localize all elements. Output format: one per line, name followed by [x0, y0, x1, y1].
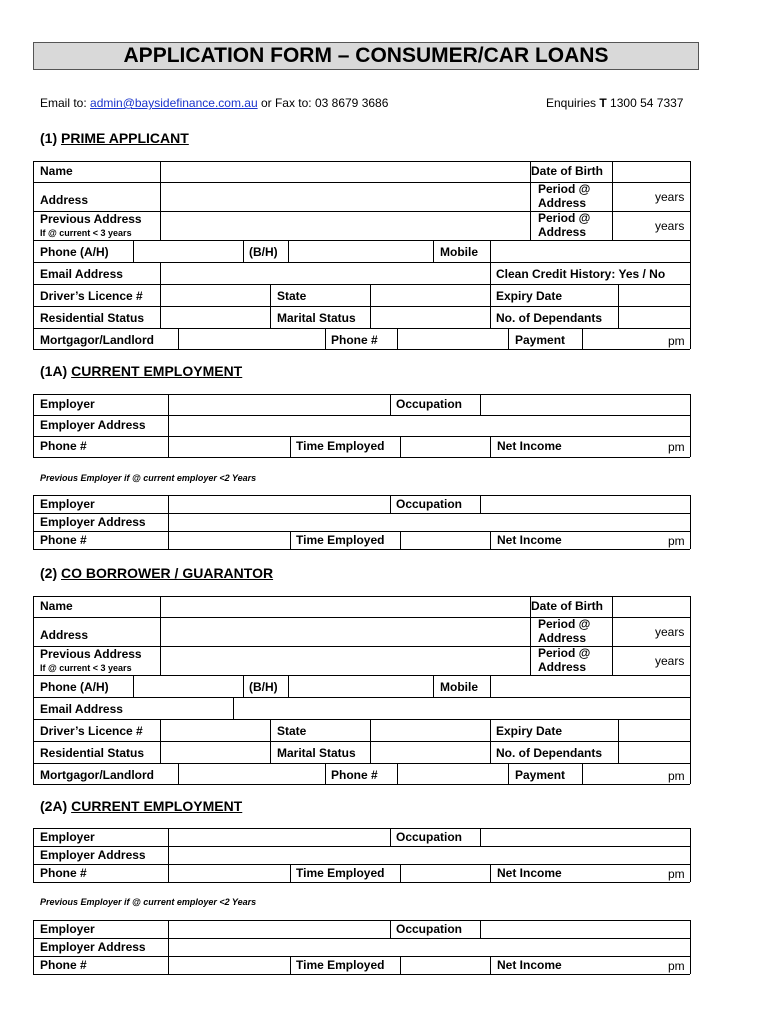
form-rule	[160, 284, 161, 306]
prev-emp2-employer-phone-label: Phone #	[40, 958, 87, 972]
form-rule	[168, 513, 169, 531]
form-rule	[33, 596, 34, 784]
emp1-time-employed-label: Time Employed	[296, 439, 385, 453]
form-rule	[33, 240, 690, 241]
co-marital-status-label: Marital Status	[277, 746, 356, 760]
form-rule	[390, 495, 391, 513]
form-rule	[490, 262, 491, 284]
co-dependants-label: No. of Dependants	[496, 746, 603, 760]
prev-emp1-employer-label: Employer	[40, 497, 95, 511]
co-phone-bh-label: (B/H)	[249, 680, 278, 694]
prev-emp1-employer-phone-label: Phone #	[40, 533, 87, 547]
prime-prev-address-field[interactable]	[162, 213, 528, 238]
form-rule	[33, 394, 34, 457]
form-rule	[168, 846, 169, 864]
form-rule	[618, 719, 619, 741]
prev-emp2-occupation-label: Occupation	[396, 922, 463, 936]
form-rule	[400, 956, 401, 974]
form-rule	[33, 531, 690, 532]
emp2-employer-label: Employer	[40, 830, 95, 844]
form-rule	[490, 284, 491, 306]
prev-emp2-time-employed-field[interactable]	[402, 958, 488, 972]
emp1-employer-address-field[interactable]	[170, 417, 688, 434]
form-rule	[397, 763, 398, 784]
form-rule	[160, 182, 161, 240]
prime-mobile-field[interactable]	[492, 242, 688, 260]
form-rule	[160, 596, 161, 617]
enquiries: Enquiries T 1300 54 7337	[546, 96, 684, 110]
form-rule	[270, 741, 271, 763]
form-rule	[33, 882, 690, 883]
form-rule	[33, 457, 690, 458]
emp2-net-income-field[interactable]	[492, 866, 658, 880]
prime-payment-pm: pm	[668, 334, 685, 348]
form-rule	[397, 328, 398, 349]
form-rule	[370, 719, 371, 741]
emp2-employer-phone-label: Phone #	[40, 866, 87, 880]
section-prime-applicant: (1) PRIME APPLICANT	[40, 130, 189, 146]
form-rule	[33, 596, 690, 597]
form-rule	[690, 828, 691, 882]
prime-dependants-label: No. of Dependants	[496, 311, 603, 325]
prime-mobile-label: Mobile	[440, 245, 478, 259]
emp1-occupation-field[interactable]	[482, 396, 688, 413]
form-rule	[33, 394, 690, 395]
form-rule	[433, 675, 434, 697]
form-rule	[370, 741, 371, 763]
prime-prev-address-label: Previous Address	[40, 212, 142, 226]
form-rule	[490, 240, 491, 262]
prime-prev-address-note: If @ current < 3 years	[40, 228, 132, 238]
prime-phone-ah-label: Phone (A/H)	[40, 245, 109, 259]
prime-name-label: Name	[40, 164, 73, 178]
form-rule	[400, 436, 401, 457]
prime-payment-field[interactable]	[584, 330, 688, 347]
prime-mortgagor-label: Mortgagor/Landlord	[40, 333, 154, 347]
form-rule	[288, 240, 289, 262]
form-rule	[160, 617, 161, 675]
emp2-net-income-label: Net Income	[497, 866, 562, 880]
form-rule	[508, 328, 509, 349]
form-rule	[33, 284, 690, 285]
emp1-net-income-pm: pm	[668, 440, 685, 454]
prime-mortgagor-field[interactable]	[180, 330, 323, 347]
co-prev-period-label: Period @	[538, 646, 591, 660]
form-rule	[612, 161, 613, 182]
co-email-field[interactable]	[235, 699, 688, 717]
form-rule	[490, 719, 491, 741]
form-rule	[490, 956, 491, 974]
prime-email-label: Email Address	[40, 267, 123, 281]
co-name-label: Name	[40, 599, 73, 613]
emp2-employer-field[interactable]	[170, 830, 388, 844]
form-rule	[490, 741, 491, 763]
form-rule	[325, 763, 326, 784]
form-rule	[33, 675, 690, 676]
section-co-borrower: (2) CO BORROWER / GUARANTOR	[40, 565, 274, 581]
prime-period-label-2: Address	[538, 196, 587, 210]
co-payment-pm: pm	[668, 769, 685, 783]
form-rule	[33, 956, 690, 957]
prev-emp1-employer-address-field[interactable]	[170, 515, 688, 529]
form-rule	[33, 328, 690, 329]
prime-drivers-licence-label: Driver’s Licence #	[40, 289, 143, 303]
co-mortgagor-label: Mortgagor/Landlord	[40, 768, 154, 782]
emp2-net-income-pm: pm	[668, 867, 685, 881]
prime-address-label: Address	[40, 193, 89, 207]
form-rule	[160, 719, 161, 741]
prime-clean-credit-label: Clean Credit History: Yes / No	[496, 267, 666, 281]
email-prefix: Email to:	[40, 96, 91, 110]
prime-prev-years-label: years	[655, 219, 685, 233]
form-rule	[290, 864, 291, 882]
form-rule	[160, 161, 161, 182]
prime-phone-ah-field[interactable]	[135, 242, 241, 260]
form-rule	[33, 495, 34, 549]
co-prev-address-label: Previous Address	[40, 647, 142, 661]
emp1-employer-field[interactable]	[170, 396, 388, 413]
prime-state-field[interactable]	[372, 286, 488, 304]
form-rule	[160, 262, 161, 284]
form-rule	[33, 864, 690, 865]
form-rule	[33, 262, 690, 263]
prev-emp2-time-employed-label: Time Employed	[296, 958, 385, 972]
emp2-time-employed-label: Time Employed	[296, 866, 385, 880]
form-rule	[400, 864, 401, 882]
prev-emp2-net-income-field[interactable]	[492, 958, 658, 972]
prime-landlord-phone-field[interactable]	[399, 330, 506, 347]
form-rule	[243, 675, 244, 697]
form-rule	[480, 828, 481, 846]
form-rule	[582, 328, 583, 349]
form-rule	[490, 675, 491, 697]
previous-employer-note-2: Previous Employer if @ current employer <2 Years	[40, 897, 257, 907]
co-drivers-licence-label: Driver’s Licence #	[40, 724, 143, 738]
prev-emp1-net-income-field[interactable]	[492, 533, 658, 547]
contact-line	[40, 96, 388, 110]
prime-residential-status-field[interactable]	[162, 308, 268, 326]
co-residential-status-label: Residential Status	[40, 746, 145, 760]
emp1-net-income-field[interactable]	[492, 438, 658, 455]
form-rule	[168, 864, 169, 882]
form-rule	[33, 846, 690, 847]
co-expiry-date-field[interactable]	[620, 721, 688, 739]
co-period-label: Period @	[538, 617, 591, 631]
co-dependants-field[interactable]	[620, 743, 688, 761]
prime-name-field[interactable]	[162, 163, 528, 180]
form-rule	[168, 495, 169, 513]
form-rule	[33, 495, 690, 496]
prev-emp1-net-income-label: Net Income	[497, 533, 562, 547]
prime-expiry-date-label: Expiry Date	[496, 289, 563, 303]
prime-prev-period-field[interactable]	[614, 213, 688, 238]
prime-period-field[interactable]	[614, 184, 688, 209]
form-rule	[480, 394, 481, 415]
co-name-field[interactable]	[162, 598, 528, 615]
form-rule	[168, 938, 169, 956]
prime-prev-period-label-2: Address	[538, 225, 587, 239]
form-rule	[33, 974, 690, 975]
form-rule	[33, 763, 690, 764]
co-prev-period-label-2: Address	[538, 660, 587, 674]
form-rule	[390, 920, 391, 938]
prev-emp1-employer-phone-field[interactable]	[170, 533, 288, 547]
form-rule	[178, 763, 179, 784]
co-mobile-field[interactable]	[492, 677, 688, 695]
form-rule	[168, 920, 169, 938]
prime-payment-label: Payment	[515, 333, 566, 347]
form-rule	[618, 741, 619, 763]
prime-marital-status-label: Marital Status	[277, 311, 356, 325]
co-period-label-2: Address	[538, 631, 587, 645]
form-rule	[33, 182, 690, 183]
form-rule	[490, 864, 491, 882]
prev-emp2-employer-address-label: Employer Address	[40, 940, 146, 954]
form-rule	[33, 697, 690, 698]
emp1-net-income-label: Net Income	[497, 439, 562, 453]
prime-drivers-licence-field[interactable]	[162, 286, 268, 304]
form-rule	[390, 828, 391, 846]
emp1-employer-phone-label: Phone #	[40, 439, 87, 453]
co-payment-label: Payment	[515, 768, 566, 782]
co-drivers-licence-field[interactable]	[162, 721, 268, 739]
prime-prev-period-label: Period @	[538, 211, 591, 225]
prime-residential-status-label: Residential Status	[40, 311, 145, 325]
form-rule	[490, 436, 491, 457]
form-rule	[290, 531, 291, 549]
email-link[interactable]: admin@baysidefinance.com.au	[90, 96, 258, 110]
form-rule	[480, 495, 481, 513]
prev-emp2-employer-label: Employer	[40, 922, 95, 936]
section-current-employment-1a: (1A) CURRENT EMPLOYMENT	[40, 363, 243, 379]
form-rule	[33, 784, 690, 785]
co-period-field[interactable]	[614, 619, 688, 644]
form-rule	[612, 182, 613, 240]
emp2-employer-phone-field[interactable]	[170, 866, 288, 880]
form-rule	[160, 306, 161, 328]
prev-emp2-net-income-label: Net Income	[497, 958, 562, 972]
prime-dob-label: Date of Birth	[531, 164, 603, 178]
prime-phone-bh-field[interactable]	[290, 242, 431, 260]
prime-dob-field[interactable]	[614, 163, 688, 180]
co-address-label: Address	[40, 628, 89, 642]
form-rule	[178, 328, 179, 349]
co-residential-status-field[interactable]	[162, 743, 268, 761]
form-rule	[168, 531, 169, 549]
emp2-employer-address-label: Employer Address	[40, 848, 146, 862]
section-current-employment-2a: (2A) CURRENT EMPLOYMENT	[40, 798, 243, 814]
prev-emp1-time-employed-field[interactable]	[402, 533, 488, 547]
co-address-field[interactable]	[162, 619, 528, 644]
co-state-label: State	[277, 724, 307, 738]
form-rule	[690, 596, 691, 784]
emp1-occupation-label: Occupation	[396, 397, 463, 411]
prime-years-label: years	[655, 190, 685, 204]
form-rule	[612, 596, 613, 617]
co-state-field[interactable]	[372, 721, 488, 739]
form-rule	[612, 617, 613, 675]
form-rule	[168, 394, 169, 415]
form-rule	[618, 284, 619, 306]
form-rule	[290, 956, 291, 974]
prime-dependants-field[interactable]	[620, 308, 688, 326]
form-rule	[530, 182, 531, 240]
form-rule	[288, 675, 289, 697]
form-rule	[243, 240, 244, 262]
emp1-time-employed-field[interactable]	[402, 438, 488, 455]
form-rule	[33, 161, 34, 349]
co-dob-label: Date of Birth	[531, 599, 603, 613]
form-rule	[33, 415, 690, 416]
form-rule	[33, 920, 34, 974]
form-rule	[582, 763, 583, 784]
co-landlord-phone-field[interactable]	[399, 765, 506, 782]
co-prev-period-field[interactable]	[614, 648, 688, 673]
form-rule	[168, 828, 169, 846]
co-payment-field[interactable]	[584, 765, 688, 782]
co-email-label: Email Address	[40, 702, 123, 716]
prime-period-label: Period @	[538, 182, 591, 196]
form-rule	[168, 436, 169, 457]
form-rule	[33, 306, 690, 307]
prime-email-field[interactable]	[162, 264, 488, 282]
form-rule	[480, 920, 481, 938]
prime-state-label: State	[277, 289, 307, 303]
form-rule	[618, 306, 619, 328]
form-rule	[33, 513, 690, 514]
form-rule	[270, 719, 271, 741]
prev-emp1-net-income-pm: pm	[668, 534, 685, 548]
fax-text: or Fax to: 03 8679 3686	[257, 96, 389, 110]
prime-landlord-phone-label: Phone #	[331, 333, 378, 347]
emp2-occupation-label: Occupation	[396, 830, 463, 844]
emp2-occupation-field[interactable]	[482, 830, 688, 844]
form-rule	[33, 828, 690, 829]
prev-emp1-occupation-field[interactable]	[482, 497, 688, 511]
emp1-employer-address-label: Employer Address	[40, 418, 146, 432]
co-prev-years-label: years	[655, 654, 685, 668]
form-rule	[133, 240, 134, 262]
form-rule	[433, 240, 434, 262]
form-rule	[33, 161, 690, 162]
form-rule	[530, 617, 531, 675]
co-prev-address-note: If @ current < 3 years	[40, 663, 132, 673]
co-phone-ah-field[interactable]	[135, 677, 241, 695]
form-rule	[370, 306, 371, 328]
form-rule	[168, 415, 169, 436]
emp2-time-employed-field[interactable]	[402, 866, 488, 880]
prime-address-field[interactable]	[162, 184, 528, 209]
prev-emp2-employer-address-field[interactable]	[170, 940, 688, 954]
emp1-employer-phone-field[interactable]	[170, 438, 288, 455]
form-rule	[370, 284, 371, 306]
form-rule	[508, 763, 509, 784]
emp1-employer-label: Employer	[40, 397, 95, 411]
form-rule	[33, 719, 690, 720]
form-rule	[690, 394, 691, 457]
co-phone-bh-field[interactable]	[290, 677, 431, 695]
co-landlord-phone-label: Phone #	[331, 768, 378, 782]
co-phone-ah-label: Phone (A/H)	[40, 680, 109, 694]
co-dob-field[interactable]	[614, 598, 688, 615]
co-years-label: years	[655, 625, 685, 639]
form-rule	[160, 741, 161, 763]
form-rule	[390, 394, 391, 415]
form-rule	[290, 436, 291, 457]
form-title: APPLICATION FORM – CONSUMER/CAR LOANS	[33, 42, 699, 70]
prime-marital-status-field[interactable]	[372, 308, 488, 326]
prev-emp1-time-employed-label: Time Employed	[296, 533, 385, 547]
prev-emp2-employer-field[interactable]	[170, 922, 388, 936]
form-rule	[33, 938, 690, 939]
prev-emp1-employer-address-label: Employer Address	[40, 515, 146, 529]
prev-emp1-occupation-label: Occupation	[396, 497, 463, 511]
prev-emp2-occupation-field[interactable]	[482, 922, 688, 936]
form-rule	[490, 306, 491, 328]
prev-emp1-employer-field[interactable]	[170, 497, 388, 511]
form-rule	[33, 920, 690, 921]
form-rule	[233, 697, 234, 719]
form-rule	[33, 349, 690, 350]
form-rule	[690, 920, 691, 974]
form-rule	[33, 828, 34, 882]
form-rule	[690, 495, 691, 549]
co-expiry-date-label: Expiry Date	[496, 724, 563, 738]
form-rule	[168, 956, 169, 974]
form-rule	[133, 675, 134, 697]
prev-emp2-net-income-pm: pm	[668, 959, 685, 973]
form-rule	[270, 284, 271, 306]
form-rule	[270, 306, 271, 328]
prime-phone-bh-label: (B/H)	[249, 245, 278, 259]
prime-expiry-date-field[interactable]	[620, 286, 688, 304]
emp2-employer-address-field[interactable]	[170, 848, 688, 862]
form-rule	[325, 328, 326, 349]
form-rule	[33, 436, 690, 437]
previous-employer-note-1: Previous Employer if @ current employer <2 Years	[40, 473, 257, 483]
co-mobile-label: Mobile	[440, 680, 478, 694]
form-rule	[33, 549, 690, 550]
co-marital-status-field[interactable]	[372, 743, 488, 761]
form-rule	[33, 741, 690, 742]
form-rule	[33, 617, 690, 618]
co-mortgagor-field[interactable]	[180, 765, 323, 782]
form-rule	[490, 531, 491, 549]
form-rule	[690, 161, 691, 349]
form-rule	[400, 531, 401, 549]
co-prev-address-field[interactable]	[162, 648, 528, 673]
prev-emp2-employer-phone-field[interactable]	[170, 958, 288, 972]
